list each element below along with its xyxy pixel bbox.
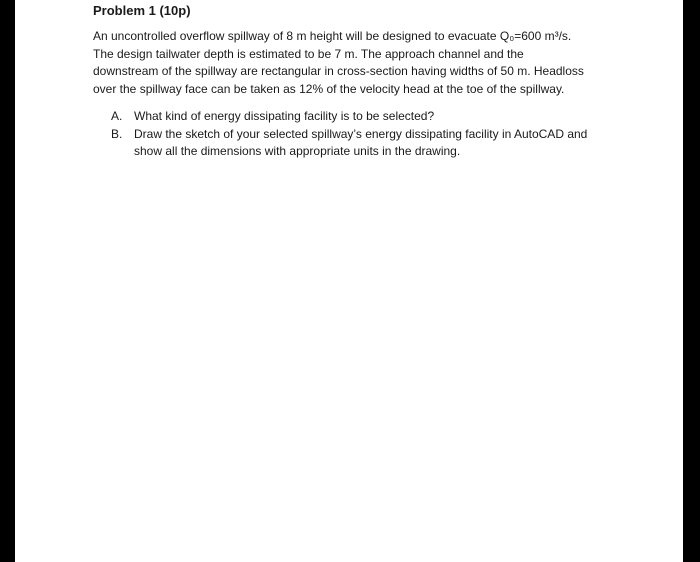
question-list: [111, 108, 621, 161]
problem-statement: [93, 28, 633, 98]
statement-line: over the spillway face can be taken as 12% of the velocity head at the toe of the spillway.: [93, 81, 565, 96]
question-letter: A.: [111, 109, 123, 123]
question-item-a: [111, 108, 621, 126]
question-text-line: What kind of energy dissipating facility is to be selected?: [134, 109, 435, 123]
statement-line: downstream of the spillway are rectangular in cross-section having widths of 50 m. Headloss: [93, 64, 584, 78]
document-page: [15, 0, 683, 562]
question-item-b: [111, 126, 621, 161]
statement-line: An uncontrolled overflow spillway of 8 m height will be designed to evacuate Q₀=600 m³/s.: [93, 29, 572, 43]
question-text-line: show all the dimensions with appropriate units in the drawing.: [134, 144, 461, 158]
question-text-line: Draw the sketch of your selected spillway’s energy dissipating facility in AutoCAD and: [134, 126, 588, 141]
problem-title: Problem 1 (10p): [93, 3, 191, 18]
question-letter: B.: [111, 126, 123, 141]
statement-line: The design tailwater depth is estimated to be 7 m. The approach channel and the: [93, 46, 524, 61]
